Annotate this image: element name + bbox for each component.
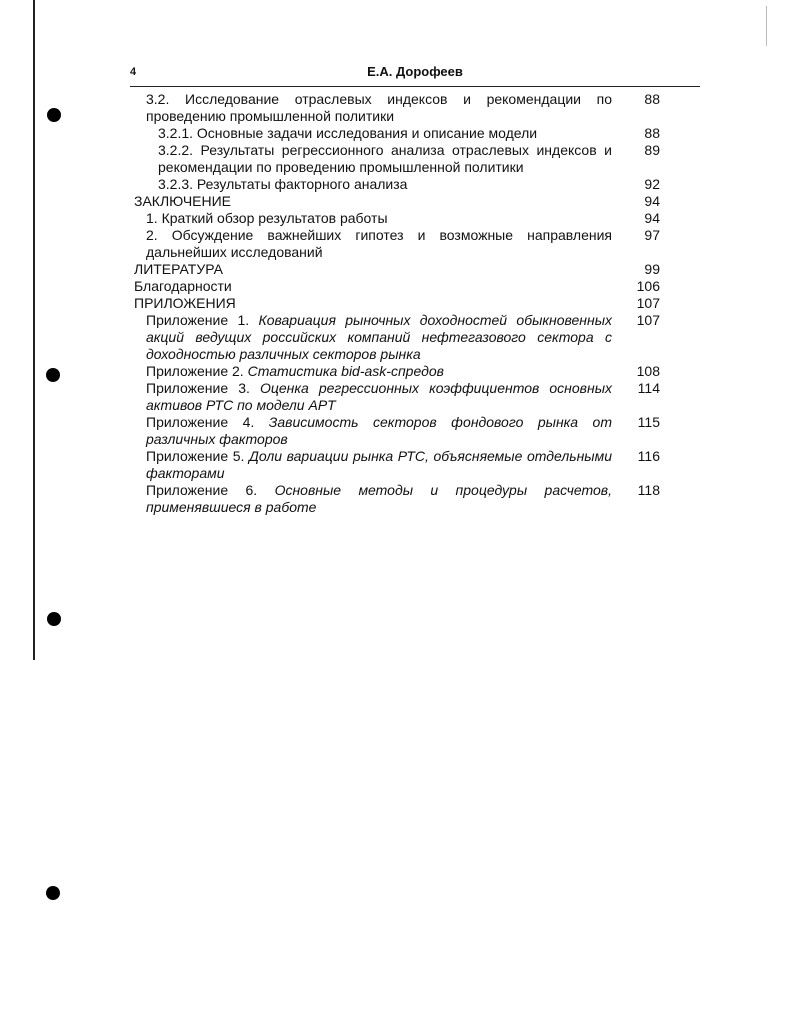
toc-entry-page: 116 (637, 448, 660, 464)
toc-entry-title (146, 312, 612, 363)
toc-entry-title (146, 414, 612, 448)
toc-entry-italic-title: Оценка регрессионных коэффициентов основных активов РТС по модели APT (146, 380, 612, 413)
toc-entry-italic-title: Ковариация рыночных доходностей обыкновенных акций ведущих российских компаний нефтегазового сектора с доходностью различных секторов рынка (146, 312, 612, 362)
toc-entry-label: 1. Краткий обзор результатов работы (146, 210, 388, 226)
toc-entry (134, 448, 664, 482)
toc-entry-page: 94 (644, 193, 660, 209)
toc-entry-title (146, 91, 612, 125)
toc-entry (134, 414, 664, 448)
toc-entry-title (158, 176, 612, 193)
author-name: Е.А. Дорофеев (367, 64, 463, 79)
toc-entry-title (134, 295, 612, 312)
punch-hole (46, 886, 60, 900)
toc-entry-page: 89 (644, 142, 660, 158)
toc-entry-title (146, 210, 612, 227)
toc-entry-label: 3.2.3. Результаты факторного анализа (158, 176, 408, 192)
toc-entry-title (134, 278, 612, 295)
toc-entry-page: 107 (636, 312, 660, 328)
toc-entry-title (146, 380, 612, 414)
toc-entry-label: 2. Обсуждение важнейших гипотез и возможные направления дальнейших исследований (146, 227, 612, 260)
toc-entry-page: 115 (637, 414, 660, 430)
toc-entry (134, 363, 664, 380)
toc-entry (134, 227, 664, 261)
toc-entry (134, 380, 664, 414)
toc-entry-label: 3.2.2. Результаты регрессионного анализа отраслевых индексов и рекомендации по проведению промышленной политики (158, 142, 612, 175)
toc-entry-page: 114 (637, 380, 660, 396)
toc-entry (134, 142, 664, 176)
toc-entry-label: Приложение 6. (146, 482, 275, 498)
toc-entry-label: Благодарности (134, 278, 232, 294)
toc-entry-label: ПРИЛОЖЕНИЯ (134, 295, 236, 311)
toc-entry-page: 94 (644, 210, 660, 226)
toc-entry-italic-title: Зависимость секторов фондового рынка от различных факторов (146, 414, 612, 447)
toc-entry-page: 106 (636, 278, 660, 294)
toc-entry-label: Приложение 3. (146, 380, 260, 396)
toc-entry-page: 88 (644, 91, 660, 107)
toc-entry (134, 193, 664, 210)
page-number: 4 (130, 66, 137, 78)
toc-entry-page: 108 (636, 363, 660, 379)
toc-entry-page: 107 (636, 295, 660, 311)
toc-entry-page: 97 (644, 227, 660, 243)
punch-hole (47, 612, 61, 626)
toc-entry-page: 92 (644, 176, 660, 192)
toc-entry-label: ЗАКЛЮЧЕНИЕ (134, 193, 231, 209)
toc-entry-page: 118 (637, 482, 660, 498)
toc-entry (134, 312, 664, 363)
toc-entry-title (158, 125, 612, 142)
toc-entry (134, 261, 664, 278)
toc-entry-title (134, 261, 612, 278)
toc-entry (134, 295, 664, 312)
scan-edge-right (766, 6, 767, 46)
toc-entry (134, 278, 664, 295)
toc-entry-italic-title: Доли вариации рынка РТС, объясняемые отдельными факторами (146, 448, 612, 481)
toc-entry (134, 210, 664, 227)
toc-entry-italic-title: Основные методы и процедуры расчетов, применявшиеся в работе (146, 482, 612, 515)
toc-entry-label: 3.2.1. Основные задачи исследования и описание модели (158, 125, 538, 141)
toc-entry-title (146, 363, 612, 380)
toc-entry-label: ЛИТЕРАТУРА (134, 261, 223, 277)
toc-entry-label: Приложение 5. (146, 448, 250, 464)
scan-edge-left (33, 0, 35, 660)
toc-entry (134, 91, 664, 125)
punch-hole (46, 368, 60, 382)
toc-entry-italic-title: Статистика bid-ask-спредов (247, 363, 444, 379)
toc-entry-page: 99 (644, 261, 660, 277)
toc-entry (134, 482, 664, 516)
table-of-contents (134, 91, 664, 516)
toc-entry (134, 176, 664, 193)
punch-hole (47, 108, 61, 122)
toc-entry-label: Приложение 2. (146, 363, 248, 379)
toc-entry-page: 88 (644, 125, 660, 141)
running-head (130, 62, 700, 86)
toc-entry-label: Приложение 4. (146, 414, 269, 430)
toc-entry-title (146, 482, 612, 516)
toc-entry-title (134, 193, 612, 210)
toc-entry-title (158, 142, 612, 176)
toc-entry-label: 3.2. Исследование отраслевых индексов и рекомендации по проведению промышленной политики (146, 91, 612, 124)
toc-entry-title (146, 448, 612, 482)
toc-entry-title (146, 227, 612, 261)
toc-entry-label: Приложение 1. (146, 312, 259, 328)
header-rule (130, 86, 700, 87)
toc-entry (134, 125, 664, 142)
